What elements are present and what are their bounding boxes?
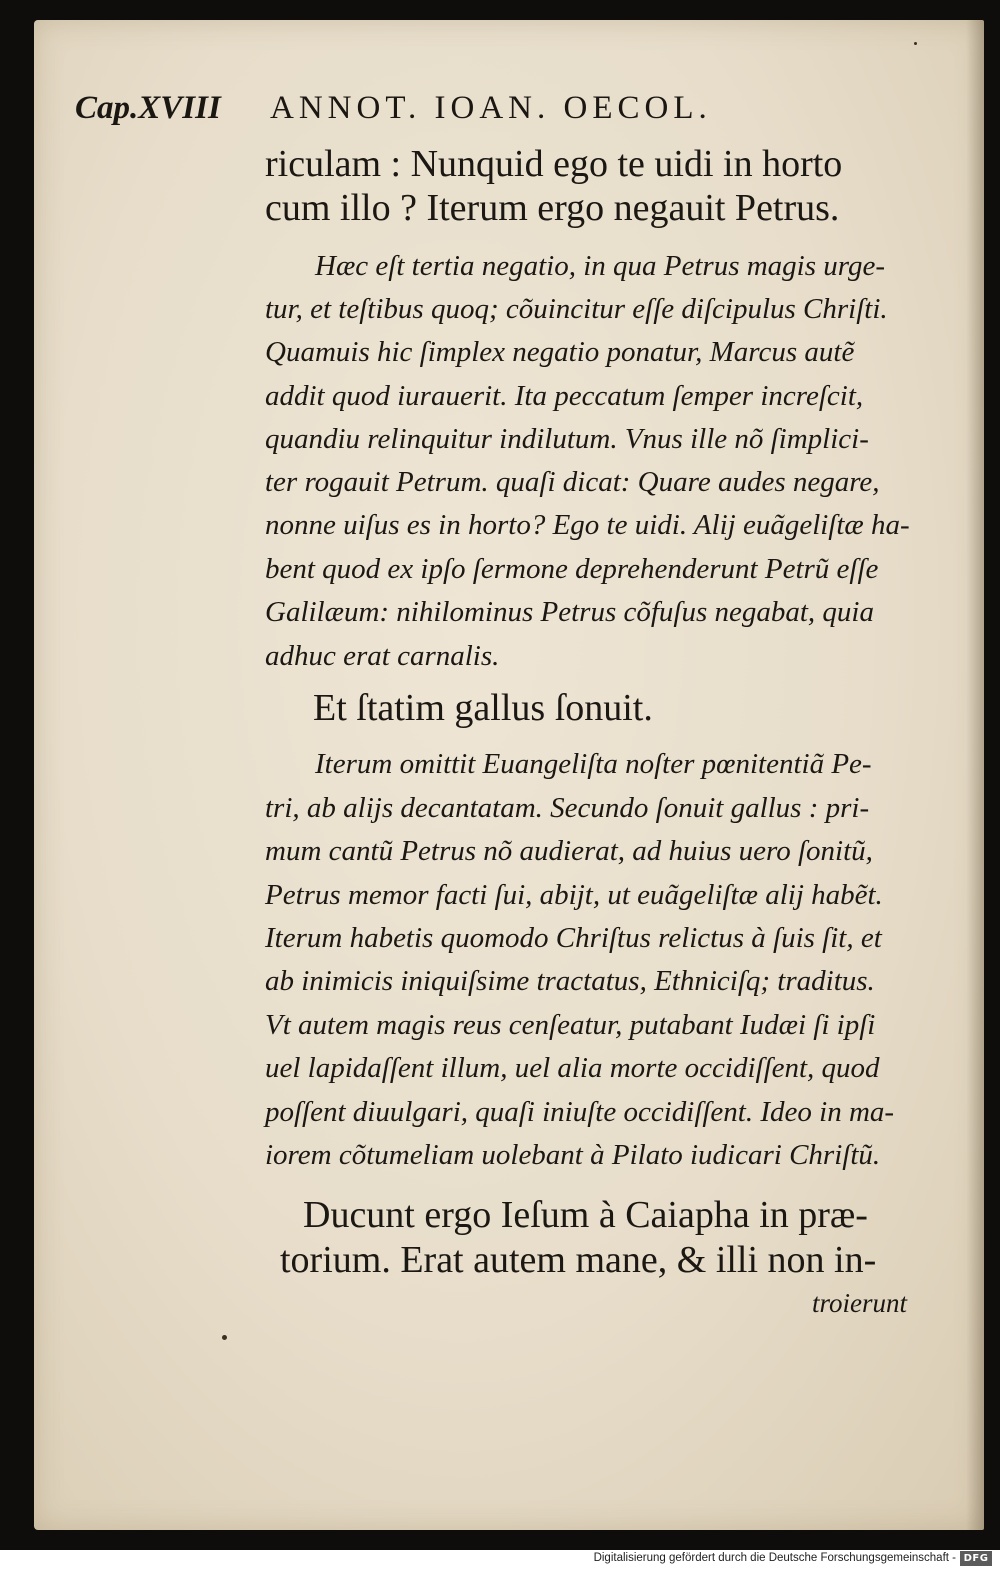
text-line: Vt autem magis reus cenſeatur, putabant Iudæi ſi ipſi	[265, 1009, 876, 1041]
text-line: tur, et teſtibus quoq; cõuincitur eſſe diſcipulus Chriſti.	[265, 293, 888, 325]
text-line: quandiu relinquitur indilutum. Vnus ille nõ ſimplici-	[265, 423, 869, 455]
text-line: Ducunt ergo Ieſum à Caiapha in præ-	[303, 1194, 868, 1236]
text-line: adhuc erat carnalis.	[265, 640, 500, 672]
text-line: cum illo ? Iterum ergo negauit Petrus.	[265, 187, 840, 229]
text-line: Quamuis hic ſimplex negatio ponatur, Marcus autẽ	[265, 336, 855, 368]
text-line: mum cantũ Petrus nõ audierat, ad huius uero ſonitũ,	[265, 835, 873, 867]
chapter-number: Cap.XVIII	[75, 90, 221, 126]
text-line: nonne uiſus es in horto? Ego te uidi. Alij euãgeliſtæ ha-	[265, 509, 910, 541]
text-line: Hæc eſt tertia negatio, in qua Petrus magis urge-	[315, 250, 886, 282]
page-edge-shadow	[966, 20, 984, 1530]
text-line: Iterum omittit Euangeliſta noſter pœnitentiã Pe-	[315, 748, 872, 780]
ink-speck	[222, 1335, 227, 1340]
text-line: Iterum habetis quomodo Chriſtus relictus à ſuis ſit, et	[265, 922, 882, 954]
digitization-credit: Digitalisierung gefördert durch die Deutsche Forschungsgemeinschaft -	[593, 1552, 956, 1564]
text-line: tri, ab alijs decantatam. Secundo ſonuit gallus : pri-	[265, 792, 870, 824]
catchword: troierunt	[812, 1288, 908, 1318]
text-line: bent quod ex ipſo ſermone deprehenderunt Petrũ eſſe	[265, 553, 879, 585]
ink-speck	[914, 42, 917, 45]
text-line: Et ſtatim gallus ſonuit.	[313, 687, 653, 729]
text-line: ab inimicis iniquiſsime tractatus, Ethniciſq; traditus.	[265, 965, 875, 997]
running-head	[75, 90, 835, 127]
text-line: Galilæum: nihilominus Petrus cõfuſus negabat, quia	[265, 596, 874, 628]
text-line: riculam : Nunquid ego te uidi in horto	[265, 143, 843, 185]
text-line: uel lapidaſſent illum, uel alia morte occidiſſent, quod	[265, 1052, 880, 1084]
text-line: poſſent diuulgari, quaſi iniuſte occidiſſent. Ideo in ma-	[265, 1096, 895, 1128]
text-line: addit quod iurauerit. Ita peccatum ſemper increſcit,	[265, 380, 864, 412]
dfg-logo: DFG	[960, 1551, 992, 1566]
text-line: iorem cõtumeliam uolebant à Pilato iudicari Chriſtũ.	[265, 1139, 881, 1171]
text-line: ter rogauit Petrum. quaſi dicat: Quare audes negare,	[265, 466, 880, 498]
running-title: ANNOT. IOAN. OECOL.	[270, 90, 712, 126]
text-line: Petrus memor facti ſui, abijt, ut euãgeliſtæ alij habẽt.	[265, 879, 883, 911]
text-line: torium. Erat autem mane, & illi non in-	[280, 1239, 877, 1281]
